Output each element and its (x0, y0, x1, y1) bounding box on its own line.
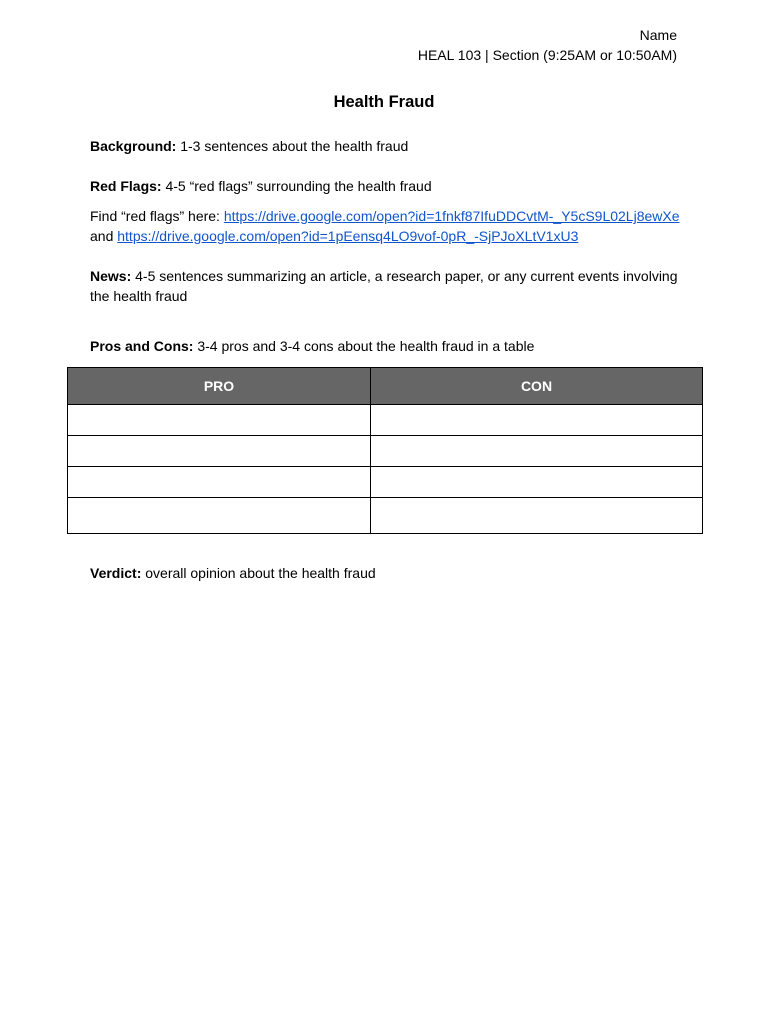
red-flags-links (90, 206, 690, 246)
news-section (90, 266, 680, 306)
course-section: HEAL 103 | Section (9:25AM or 10:50AM) (417, 47, 677, 63)
student-name: Name (639, 27, 677, 43)
news-text: 4-5 sentences summarizing an article, a research paper, or any current events involving the health fraud (90, 268, 678, 304)
con-cell[interactable] (371, 436, 703, 467)
pro-cell[interactable] (68, 436, 371, 467)
verdict-label: Verdict: (90, 565, 142, 581)
drive-link-2[interactable]: https://drive.google.com/open?id=1pEensq4LO9vof-0pR_-SjPJoXLtV1xU3 (117, 228, 579, 244)
table-header-row (68, 368, 703, 405)
red-flags-section (90, 176, 690, 196)
verdict-section (90, 563, 690, 583)
news-label: News: (90, 268, 132, 284)
verdict-text: overall opinion about the health fraud (141, 565, 376, 581)
red-flags-label: Red Flags: (90, 178, 162, 194)
pro-cell[interactable] (68, 498, 371, 534)
table-row (68, 405, 703, 436)
pros-cons-text: 3-4 pros and 3-4 cons about the health fraud in a table (193, 338, 535, 354)
and-text: and (90, 228, 118, 244)
background-text: 1-3 sentences about the health fraud (176, 138, 409, 154)
con-cell[interactable] (371, 498, 703, 534)
table-row (68, 467, 703, 498)
con-cell[interactable] (371, 467, 703, 498)
table-row (68, 498, 703, 534)
pros-cons-section (90, 336, 690, 356)
page-title: Health Fraud (333, 93, 435, 111)
pro-cell[interactable] (68, 467, 371, 498)
con-cell[interactable] (371, 405, 703, 436)
pro-column-header: PRO (68, 368, 371, 405)
con-column-header: CON (371, 368, 703, 405)
drive-link-1[interactable]: https://drive.google.com/open?id=1fnkf87IfuDDCvtM-_Y5cS9L02Lj8ewXe (223, 208, 680, 224)
background-section (90, 136, 690, 156)
find-prefix: Find “red flags” here: (90, 208, 224, 224)
table-row (68, 436, 703, 467)
pro-cell[interactable] (68, 405, 371, 436)
header-block (418, 25, 677, 65)
red-flags-text: 4-5 “red flags” surrounding the health fraud (161, 178, 432, 194)
pros-cons-table (67, 367, 703, 534)
pros-cons-label: Pros and Cons: (90, 338, 194, 354)
background-label: Background: (90, 138, 177, 154)
